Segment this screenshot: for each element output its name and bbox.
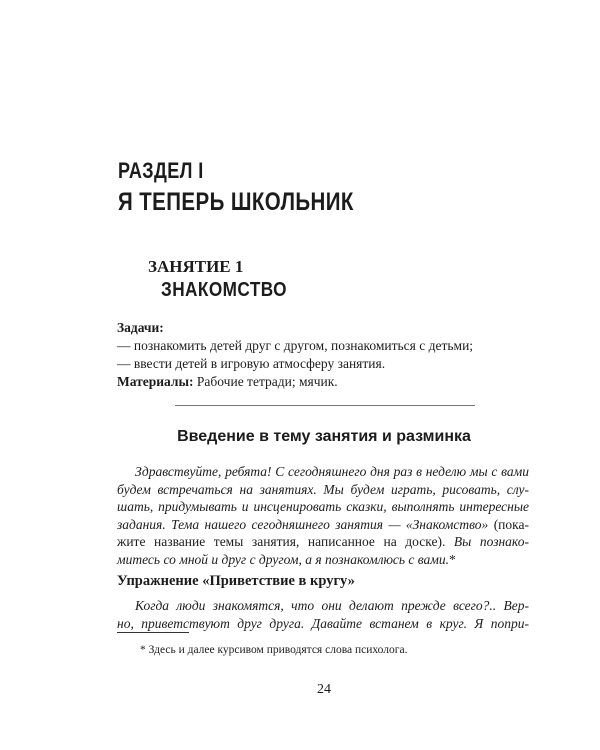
italic-text: Вы познако- xyxy=(445,534,529,550)
paragraph-line: Когда люди знакомятся, что они делают прежде всего?.. Вер- xyxy=(135,598,529,613)
materials-label: Материалы: xyxy=(117,374,194,389)
footnote-mark: * xyxy=(449,551,456,567)
lesson-label: ЗАНЯТИЕ 1 xyxy=(148,257,244,276)
intro-paragraph xyxy=(117,463,529,569)
task-item: — познакомить детей друг с другом, познакомиться с детьми; xyxy=(117,338,474,353)
divider xyxy=(175,405,475,406)
paragraph-line xyxy=(117,533,529,551)
plain-text: жите название темы занятия, написанное на доске). xyxy=(117,534,446,550)
paragraph-line: но, приветствуют друг друга. Давайте встанем в круг. Я попри- xyxy=(117,616,529,631)
section-title: Я ТЕПЕРЬ ШКОЛЬНИК xyxy=(118,188,354,216)
italic-text: митесь со мной и друг с другом, а я познакомлюсь с вами. xyxy=(117,551,450,567)
paragraph-line: будем встречаться на занятиях. Мы будем играть, рисовать, слу- xyxy=(117,481,529,497)
footnote: * Здесь и далее курсивом приводятся слова психолога. xyxy=(140,644,408,656)
materials-line xyxy=(117,373,338,391)
exercise-heading: Упражнение «Приветствие в кругу» xyxy=(117,573,355,589)
italic-text: задания. Тема нашего сегодняшнего занятия — «Знакомство» xyxy=(117,516,489,532)
exercise-paragraph xyxy=(117,597,529,633)
paragraph-line: шать, придумывать и инсценировать сказки, выполнять интересные xyxy=(117,499,529,515)
materials-text: Рабочие тетради; мячик. xyxy=(193,374,338,389)
section-label: РАЗДЕЛ I xyxy=(118,158,204,183)
task-item: — ввести детей в игровую атмосферу занятия. xyxy=(117,356,386,371)
paragraph-line xyxy=(117,516,529,534)
tasks-heading: Задачи: xyxy=(117,320,164,335)
paragraph-line xyxy=(117,551,529,569)
page-number: 24 xyxy=(317,682,331,697)
paragraph-line: Здравствуйте, ребята! С сегодняшнего дня раз в неделю мы с вами xyxy=(135,464,529,479)
footnote-rule xyxy=(117,632,189,633)
intro-heading: Введение в тему занятия и разминка xyxy=(177,428,471,445)
lesson-title: ЗНАКОМСТВО xyxy=(161,279,288,301)
plain-text: (пока- xyxy=(488,516,529,532)
